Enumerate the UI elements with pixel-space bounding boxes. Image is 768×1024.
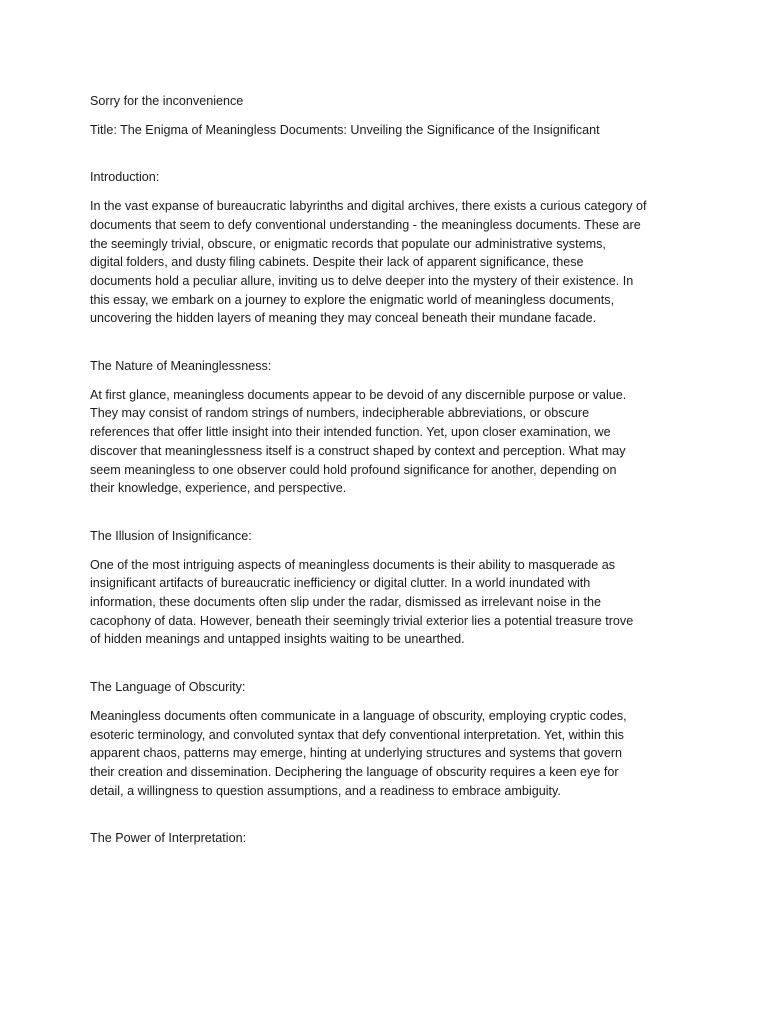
paragraph-line: references that offer little insight into their intended function. Yet, upon closer examination, we xyxy=(90,425,611,440)
paragraph-line: digital folders, and dusty filing cabinets. Despite their lack of apparent significance, these xyxy=(90,255,584,270)
section-heading-illusion: The Illusion of Insignificance: xyxy=(90,528,252,543)
paragraph-line: the seemingly trivial, obscure, or enigmatic records that populate our administrative systems, xyxy=(90,236,606,251)
section-heading-nature: The Nature of Meaninglessness: xyxy=(90,359,272,374)
spacer xyxy=(90,546,678,556)
section-body-illusion xyxy=(90,556,678,650)
paragraph-line: information, these documents often slip under the radar, dismissed as irrelevant noise in the xyxy=(90,595,602,610)
paragraph-line: uncovering the hidden layers of meaning they may conceal beneath their mundane facade. xyxy=(90,311,597,326)
paragraph-line: apparent chaos, patterns may emerge, hinting at underlying structures and systems that govern xyxy=(90,746,623,761)
paragraph-line: discover that meaninglessness itself is a construct shaped by context and perception. What may xyxy=(90,443,626,458)
paragraph-line: this essay, we embark on a journey to explore the enigmatic world of meaningless documents, xyxy=(90,292,615,307)
paragraph-line: Meaningless documents often communicate in a language of obscurity, employing cryptic codes, xyxy=(90,708,627,723)
spacer xyxy=(90,111,678,121)
spacer xyxy=(90,376,678,386)
spacer xyxy=(90,498,678,527)
apology-line: Sorry for the inconvenience xyxy=(90,94,244,108)
paragraph-line: cacophony of data. However, beneath their seemingly trivial exterior lies a potential treasure trove xyxy=(90,613,634,628)
paragraph-line: One of the most intriguing aspects of meaningless documents is their ability to masquerade as xyxy=(90,557,616,572)
paragraph-line: their creation and dissemination. Deciphering the language of obscurity requires a keen eye for xyxy=(90,764,619,779)
paragraph-line: of hidden meanings and untapped insights waiting to be unearthed. xyxy=(90,632,465,647)
section-heading-interpretation: The Power of Interpretation: xyxy=(90,831,247,846)
paragraph-line: documents hold a peculiar allure, inviting us to delve deeper into the mystery of their existence. In xyxy=(90,273,634,288)
spacer xyxy=(90,328,678,357)
section-body-introduction xyxy=(90,197,678,328)
paragraph-line: In the vast expanse of bureaucratic labyrinths and digital archives, there exists a curious category of xyxy=(90,199,647,214)
paragraph-line: They may consist of random strings of numbers, indecipherable abbreviations, or obscure xyxy=(90,406,590,421)
paragraph-line: At first glance, meaningless documents appear to be devoid of any discernible purpose or value. xyxy=(90,387,627,402)
section-body-nature xyxy=(90,386,678,498)
paragraph-line: esoteric terminology, and convoluted syntax that defy conventional interpretation. Yet, within this xyxy=(90,727,624,742)
paragraph-line: seem meaningless to one observer could hold profound significance for another, depending on xyxy=(90,462,617,477)
section-body-obscurity xyxy=(90,707,678,801)
section-heading-obscurity: The Language of Obscurity: xyxy=(90,680,246,695)
paragraph-line: detail, a willingness to question assumptions, and a readiness to embrace ambiguity. xyxy=(90,783,561,798)
paragraph-line: their knowledge, experience, and perspective. xyxy=(90,481,347,496)
paragraph-line: documents that seem to defy conventional understanding - the meaningless documents. These are xyxy=(90,217,641,232)
spacer xyxy=(90,800,678,829)
document-title: Title: The Enigma of Meaningless Documents: Unveiling the Significance of the Insignificant xyxy=(90,122,600,137)
spacer xyxy=(90,139,678,168)
section-heading-introduction: Introduction: xyxy=(90,170,160,185)
paragraph-line: insignificant artifacts of bureaucratic inefficiency or digital clutter. In a world inundated with xyxy=(90,576,591,591)
spacer xyxy=(90,649,678,678)
spacer xyxy=(90,697,678,707)
spacer xyxy=(90,187,678,197)
